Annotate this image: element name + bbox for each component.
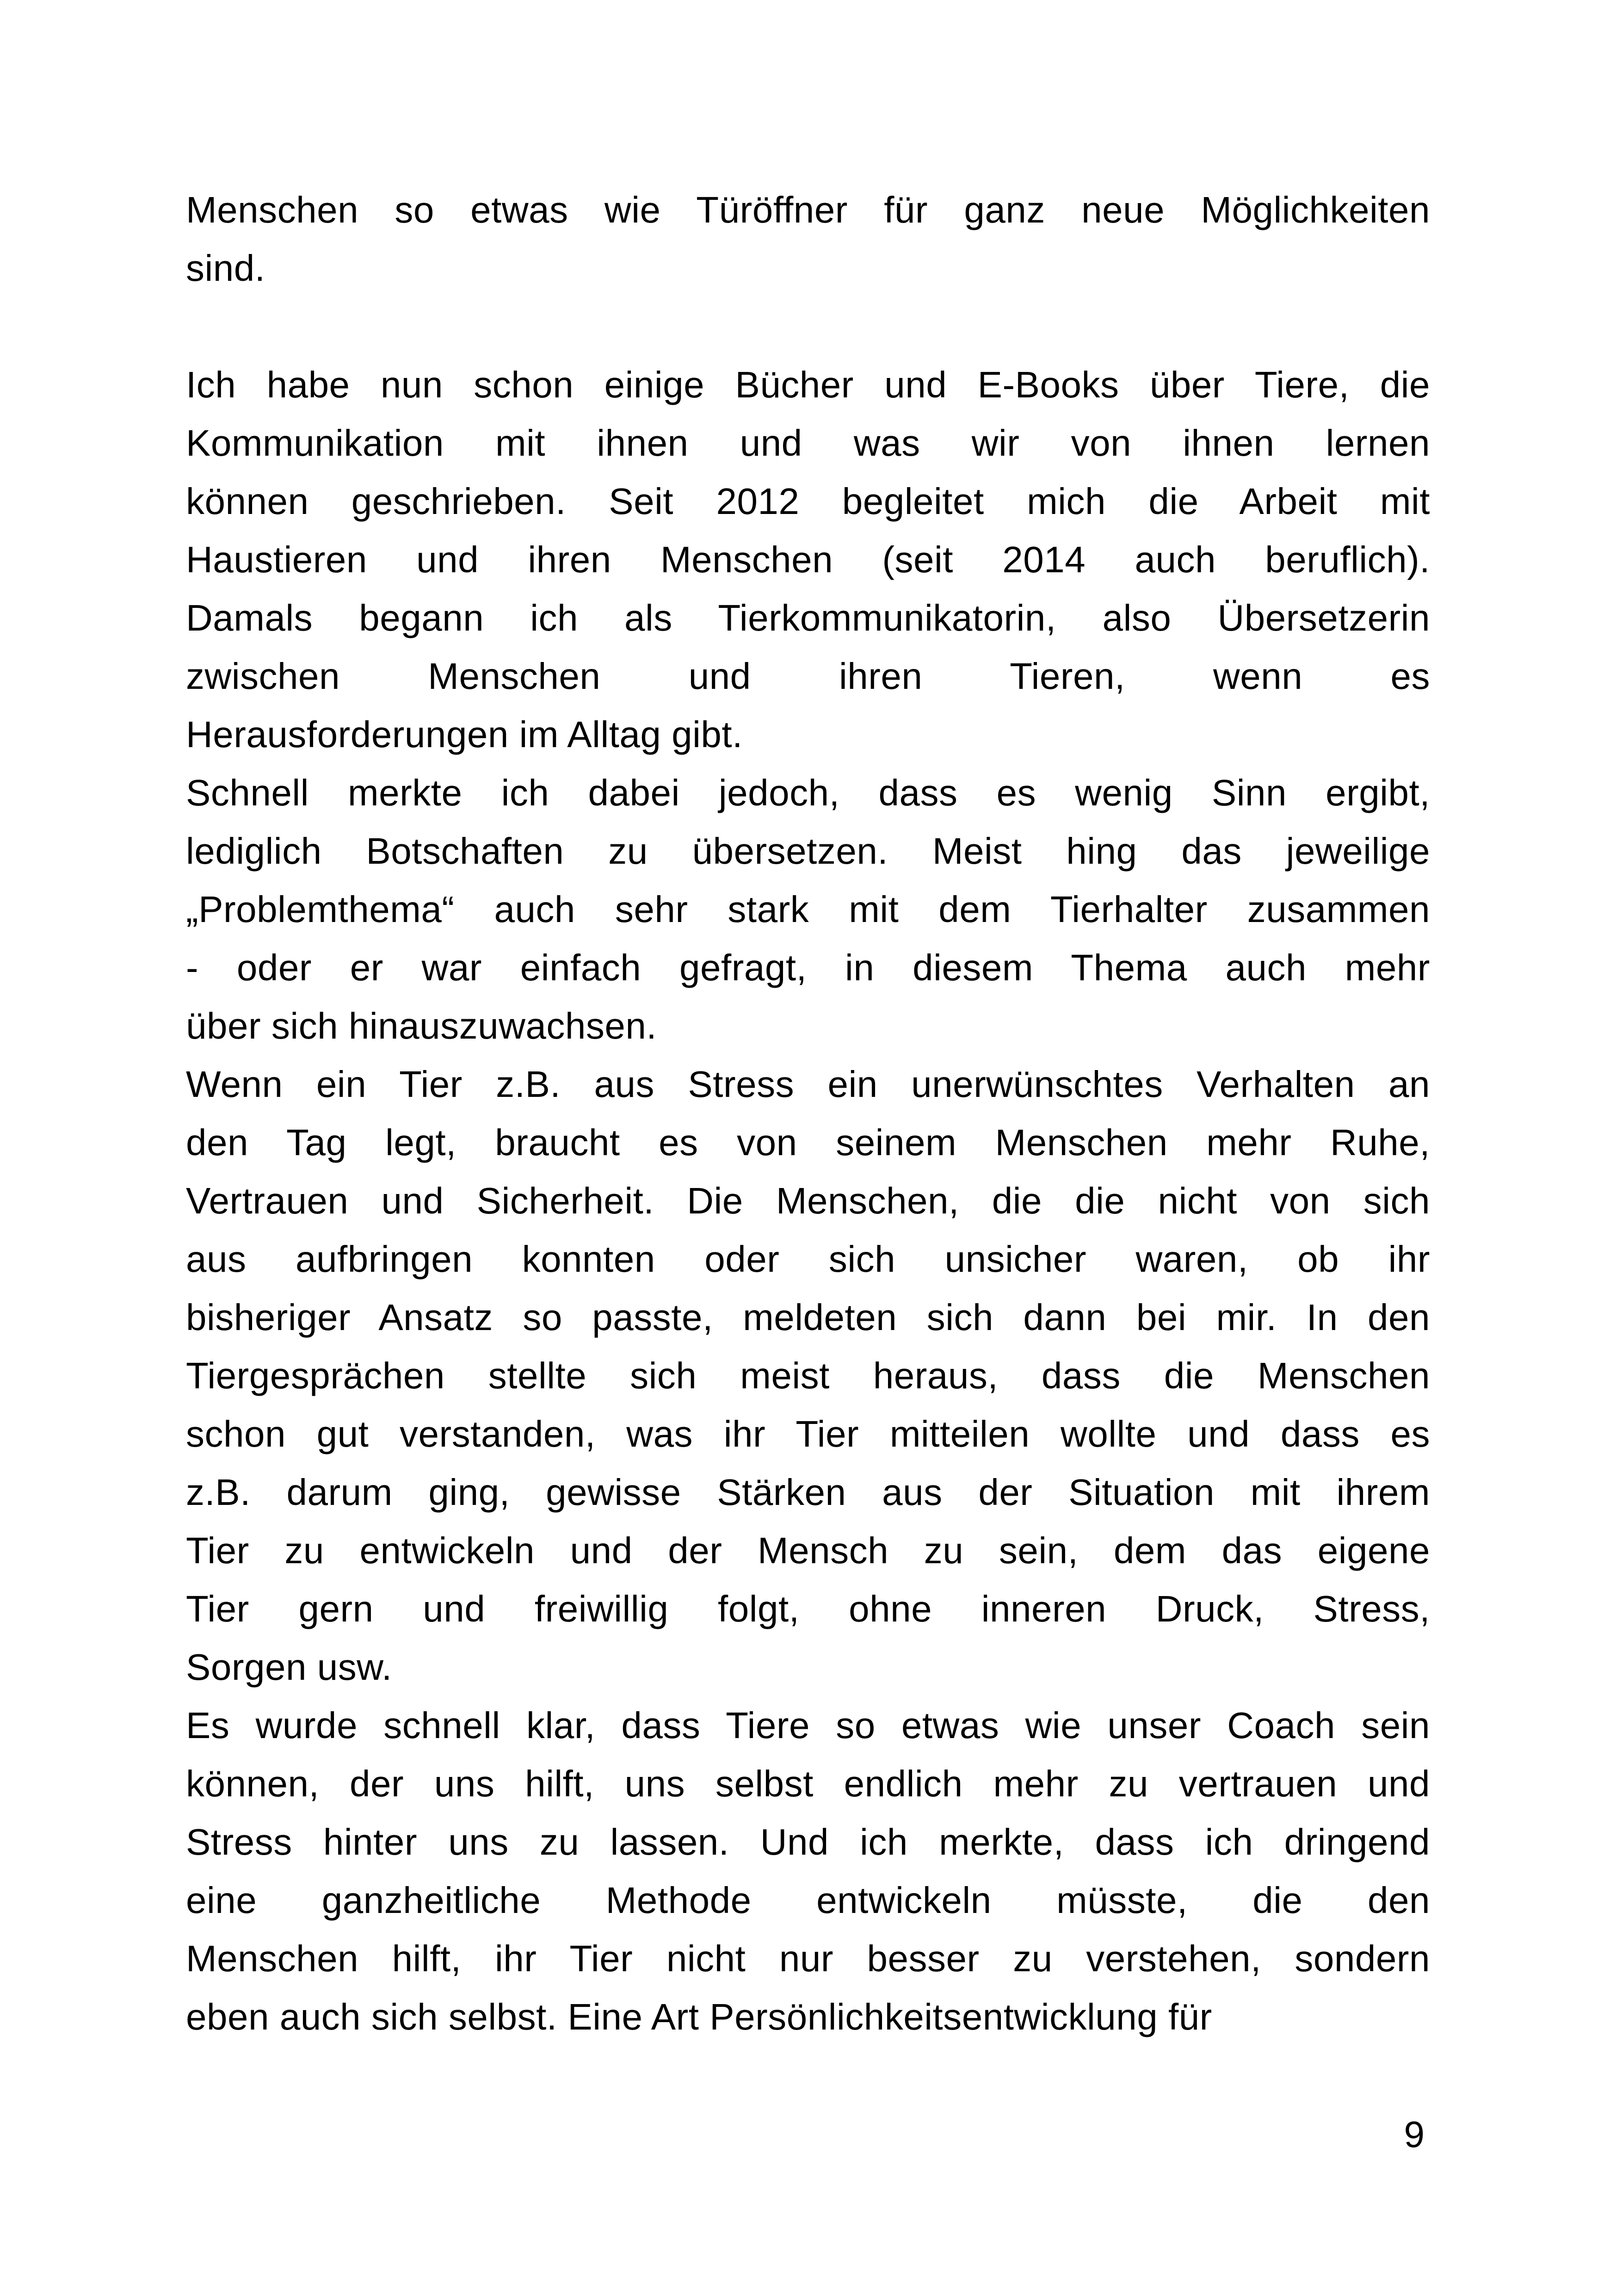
paragraph-4: [186, 1055, 1430, 1696]
text-line: Wenn ein Tier z.B. aus Stress ein unerwünschtes Verhalten an: [186, 1064, 1430, 1105]
text-block: [186, 181, 1430, 2046]
text-line: Ich habe nun schon einige Bücher und E-Books über Tiere, die: [186, 364, 1430, 405]
text-line: sind.: [186, 248, 265, 289]
text-line: Es wurde schnell klar, dass Tiere so etwas wie unser Coach sein: [186, 1705, 1430, 1746]
paragraph-5: [186, 1696, 1430, 2046]
text-line: schon gut verstanden, was ihr Tier mitteilen wollte und dass es: [186, 1413, 1430, 1454]
text-line: lediglich Botschaften zu übersetzen. Meist hing das jeweilige: [186, 830, 1430, 872]
text-line: eine ganzheitliche Methode entwickeln müsste, die den: [186, 1880, 1430, 1921]
paragraph-2: [186, 356, 1430, 764]
paragraph-3: [186, 764, 1430, 1055]
text-line: Herausforderungen im Alltag gibt.: [186, 714, 743, 755]
text-line: Kommunikation mit ihnen und was wir von ihnen lernen: [186, 422, 1430, 464]
text-line: Stress hinter uns zu lassen. Und ich merkte, dass ich dringend: [186, 1821, 1430, 1863]
text-line: „Problemthema“ auch sehr stark mit dem Tierhalter zusammen: [186, 889, 1430, 930]
page-number: 9: [1404, 2114, 1425, 2155]
text-line: Schnell merkte ich dabei jedoch, dass es wenig Sinn ergibt,: [186, 772, 1430, 813]
text-line: z.B. darum ging, gewisse Stärken aus der Situation mit ihrem: [186, 1472, 1430, 1513]
text-line: Tier gern und freiwillig folgt, ohne inneren Druck, Stress,: [186, 1588, 1430, 1629]
text-line: zwischen Menschen und ihren Tieren, wenn es: [186, 656, 1430, 697]
text-line: - oder er war einfach gefragt, in diesem Thema auch mehr: [186, 947, 1430, 988]
text-line: Menschen hilft, ihr Tier nicht nur besser zu verstehen, sondern: [186, 1938, 1430, 1979]
paragraph-1: [186, 181, 1430, 297]
text-line: über sich hinauszuwachsen.: [186, 1005, 657, 1046]
text-line: Sorgen usw.: [186, 1646, 392, 1688]
text-line: eben auch sich selbst. Eine Art Persönlichkeitsentwicklung für: [186, 1996, 1212, 2037]
text-line: Menschen so etwas wie Türöffner für ganz neue Möglichkeiten: [186, 189, 1430, 230]
text-line: können, der uns hilft, uns selbst endlich mehr zu vertrauen und: [186, 1763, 1430, 1804]
text-line: Tier zu entwickeln und der Mensch zu sein, dem das eigene: [186, 1530, 1430, 1571]
text-line: können geschrieben. Seit 2012 begleitet mich die Arbeit mit: [186, 481, 1430, 522]
text-line: den Tag legt, braucht es von seinem Menschen mehr Ruhe,: [186, 1122, 1430, 1163]
text-line: Tiergesprächen stellte sich meist heraus, dass die Menschen: [186, 1355, 1430, 1396]
text-line: aus aufbringen konnten oder sich unsicher waren, ob ihr: [186, 1238, 1430, 1280]
text-line: Haustieren und ihren Menschen (seit 2014 auch beruflich).: [186, 539, 1430, 580]
text-line: Damals begann ich als Tierkommunikatorin, also Übersetzerin: [186, 597, 1430, 638]
text-line: bisheriger Ansatz so passte, meldeten sich dann bei mir. In den: [186, 1297, 1430, 1338]
text-line: Vertrauen und Sicherheit. Die Menschen, die die nicht von sich: [186, 1180, 1430, 1221]
